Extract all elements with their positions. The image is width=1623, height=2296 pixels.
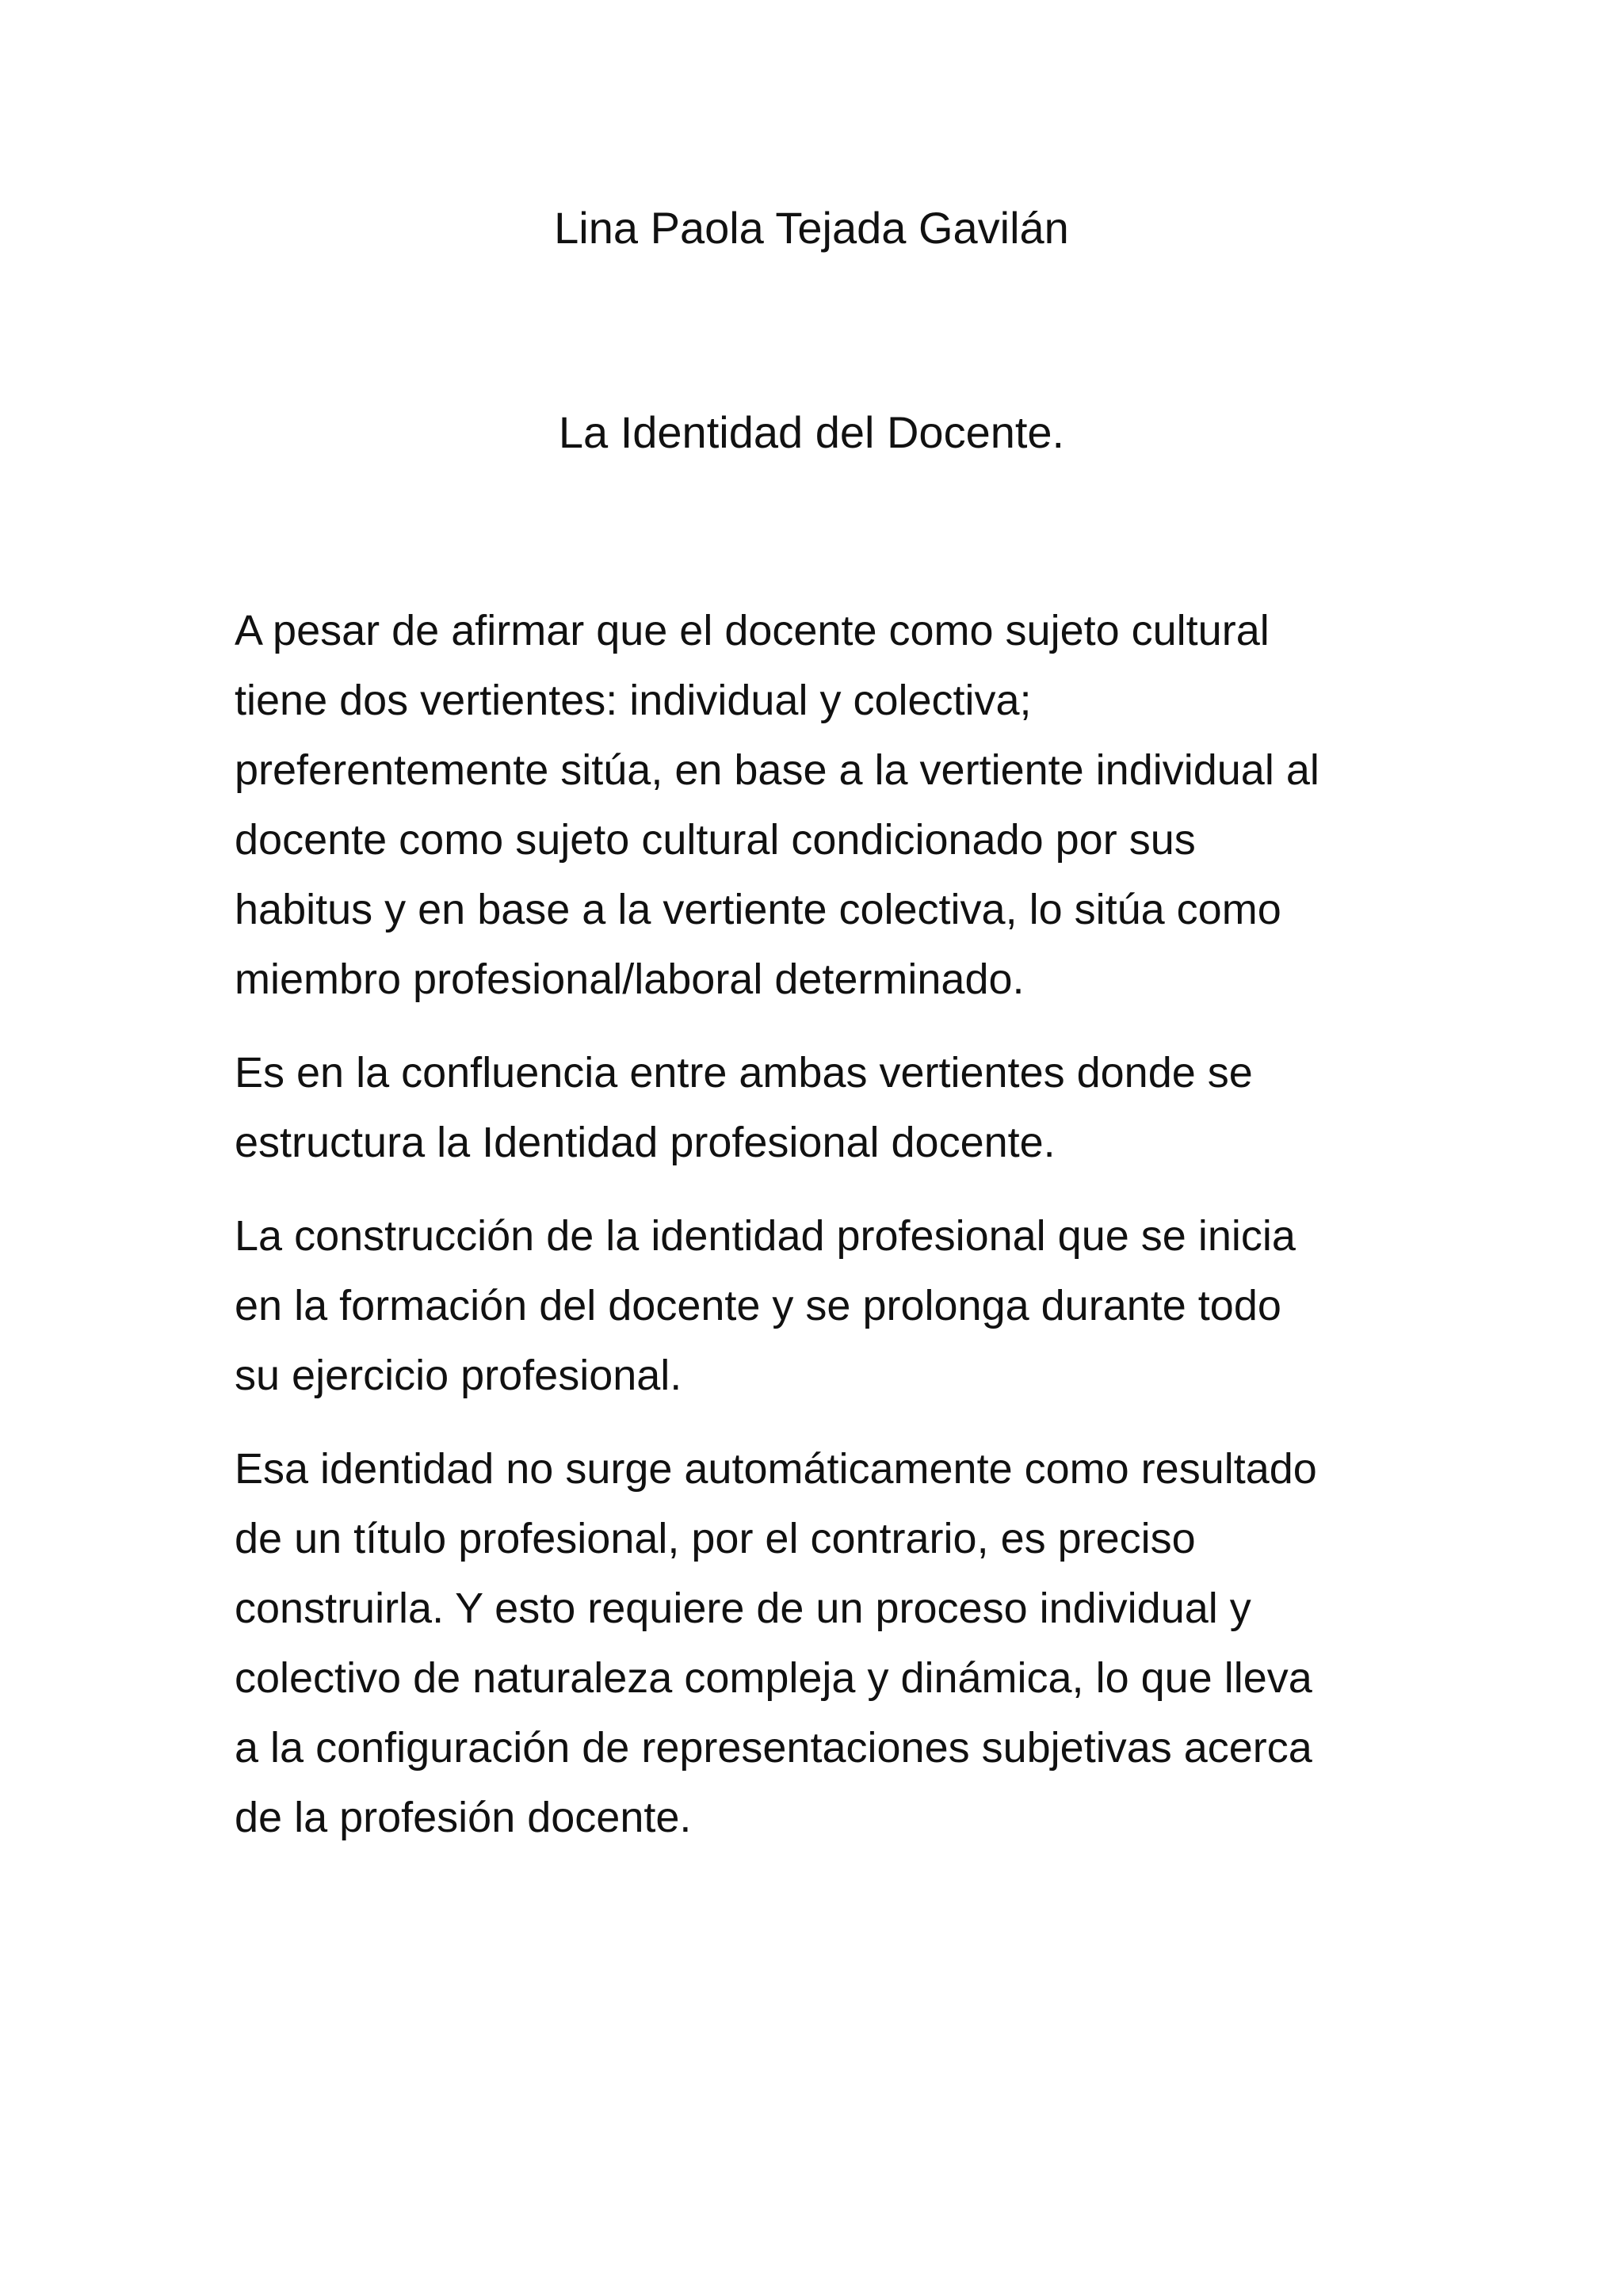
text-line: estructura la Identidad profesional docente. [235,1119,1056,1166]
text-line: Esa identidad no surge automáticamente como resultado [235,1445,1317,1493]
text-line: docente como sujeto cultural condicionado por sus [235,816,1196,864]
text-line: A pesar de afirmar que el docente como sujeto cultural [235,607,1270,654]
text-line: construirla. Y esto requiere de un proceso individual y [235,1585,1251,1632]
paragraph-1 [235,596,1423,1014]
text-line: colectivo de naturaleza compleja y dinámica, lo que lleva [235,1654,1312,1702]
text-line: su ejercicio profesional. [235,1352,682,1399]
document-title: La Identidad del Docente. [558,407,1065,457]
text-line: en la formación del docente y se prolonga durante todo [235,1282,1281,1329]
text-line: a la configuración de representaciones subjetivas acerca [235,1724,1312,1772]
author-name: Lina Paola Tejada Gavilán [554,203,1069,253]
paragraph-3 [235,1201,1423,1410]
text-line: preferentemente sitúa, en base a la vertiente individual al [235,746,1319,794]
document-body [235,596,1423,1876]
text-line: de un título profesional, por el contrario, es preciso [235,1515,1196,1562]
text-line: Es en la confluencia entre ambas vertientes donde se [235,1049,1253,1097]
text-line: de la profesión docente. [235,1794,692,1841]
text-line: habitus y en base a la vertiente colectiva, lo sitúa como [235,886,1281,933]
text-line: miembro profesional/laboral determinado. [235,955,1025,1003]
text-line: La construcción de la identidad profesional que se inicia [235,1212,1296,1260]
paragraph-4 [235,1434,1423,1852]
text-line: tiene dos vertientes: individual y colectiva; [235,677,1032,724]
paragraph-2 [235,1038,1423,1177]
